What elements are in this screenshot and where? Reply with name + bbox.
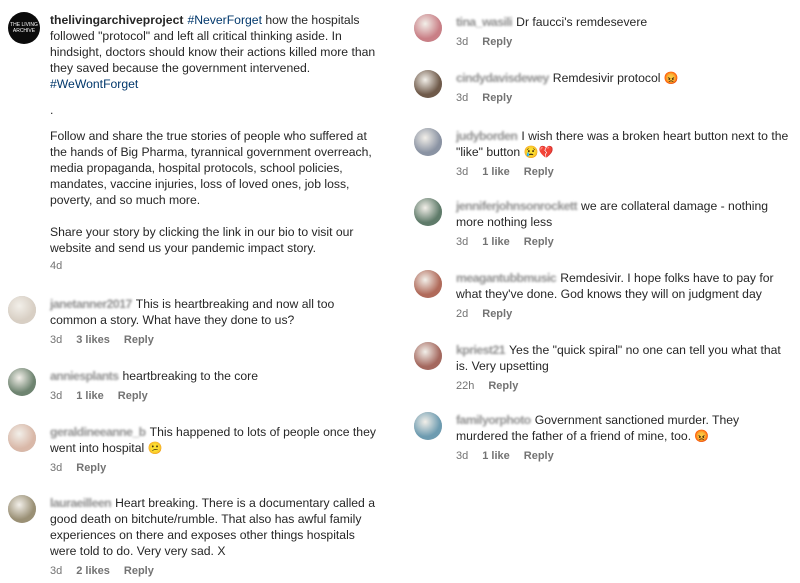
comment-likes[interactable]: 1 like	[76, 390, 104, 402]
comment-age: 3d	[456, 36, 469, 48]
commenter-avatar[interactable]	[414, 270, 442, 298]
comment-item	[414, 198, 792, 250]
commenter-avatar[interactable]	[8, 368, 36, 396]
comment-emoji: 😕	[144, 441, 163, 455]
comment-item	[414, 14, 792, 50]
comment-text	[456, 14, 792, 30]
comment-username[interactable]: kpriest21	[456, 343, 506, 357]
comment-body: heartbreaking to the core	[122, 369, 259, 383]
comment-meta	[456, 448, 792, 464]
comment-body: Heart breaking. There is a documentary called a good death on bitchute/rumble. That also has awful family experiences on there and exposes other things hospitals were told to do. Very very sad. X	[50, 496, 375, 558]
comment-meta	[456, 306, 792, 322]
comment-body: Government sanctioned murder. They murdered the father of a friend of mine, too.	[456, 413, 740, 443]
comment-meta	[50, 460, 380, 476]
comment-emoji: 😢💔	[520, 145, 554, 159]
comment-text	[456, 128, 792, 160]
comment-username[interactable]: cindydavisdewey	[456, 71, 549, 85]
comment-age: 3d	[50, 334, 63, 346]
comment-age: 22h	[456, 380, 475, 392]
hashtag-neverforget[interactable]: #NeverForget	[187, 13, 262, 27]
commenter-avatar[interactable]	[414, 14, 442, 42]
left-column	[8, 0, 392, 577]
commenter-avatar[interactable]	[414, 70, 442, 98]
post-age: 4d	[50, 260, 63, 272]
post-avatar[interactable]	[8, 12, 40, 44]
comment-item	[414, 70, 792, 106]
comment-item	[414, 412, 792, 464]
caption-paragraph-1	[50, 12, 380, 92]
comment-age: 2d	[456, 308, 469, 320]
comment-username[interactable]: jenniferjohnsonrockett	[456, 199, 578, 213]
comment-text	[456, 342, 792, 374]
comment-text	[50, 368, 380, 384]
comment-text	[50, 296, 380, 328]
reply-button[interactable]: Reply	[482, 92, 513, 104]
commenter-avatar[interactable]	[8, 495, 36, 523]
caption-dot: .	[50, 103, 54, 117]
commenter-avatar[interactable]	[414, 342, 442, 370]
comment-body: This happened to lots of people once they went into hospital	[50, 425, 376, 455]
comment-item	[8, 495, 380, 579]
reply-button[interactable]: Reply	[123, 565, 154, 577]
comment-meta	[456, 34, 792, 50]
reply-button[interactable]: Reply	[523, 450, 554, 462]
comment-text	[50, 424, 380, 456]
comment-body: This is heartbreaking and now all too common a story. What have they done to us?	[50, 297, 335, 327]
comment-likes[interactable]: 3 likes	[76, 334, 110, 346]
comment-likes[interactable]: 1 like	[482, 166, 510, 178]
post-username[interactable]: thelivingarchiveproject	[50, 13, 184, 27]
comment-meta	[456, 378, 792, 394]
comment-body: Dr faucci's remdesevere	[516, 15, 648, 29]
hashtag-wewontforget[interactable]: #WeWontForget	[50, 77, 139, 91]
comment-username[interactable]: lauraeilleen	[50, 496, 112, 510]
comment-likes[interactable]: 1 like	[482, 236, 510, 248]
comment-meta	[456, 234, 792, 250]
comment-likes[interactable]: 1 like	[482, 450, 510, 462]
post-avatar-text: THE LIVING ARCHIVE	[10, 22, 38, 34]
comment-username[interactable]: judyborden	[456, 129, 518, 143]
comment-username[interactable]: meagantubbmusic	[456, 271, 557, 285]
comment-age: 3d	[50, 390, 63, 402]
commenter-avatar[interactable]	[414, 198, 442, 226]
comment-meta	[456, 90, 792, 106]
commenter-avatar[interactable]	[414, 412, 442, 440]
reply-button[interactable]: Reply	[117, 390, 148, 402]
comment-meta	[456, 164, 792, 180]
comment-age: 3d	[50, 462, 63, 474]
comment-username[interactable]: janetanner2017	[50, 297, 132, 311]
post-caption	[8, 0, 392, 274]
reply-button[interactable]: Reply	[76, 462, 107, 474]
comment-age: 3d	[456, 450, 469, 462]
comment-emoji: 😡	[691, 429, 710, 443]
comment-likes[interactable]: 2 likes	[76, 565, 110, 577]
comment-body: Remdesivir protocol	[552, 71, 661, 85]
comment-username[interactable]: tina_wasili	[456, 15, 513, 29]
caption-text-1: how the hospitals followed "protocol" and left all critical thinking aside. In hindsight, doctors should know their actions killed more than they saved because the government intervened.	[50, 13, 379, 75]
commenter-avatar[interactable]	[414, 128, 442, 156]
comment-item	[414, 270, 792, 322]
reply-button[interactable]: Reply	[523, 166, 554, 178]
comment-body: we are collateral damage - nothing more nothing less	[456, 199, 769, 229]
reply-button[interactable]: Reply	[523, 236, 554, 248]
comment-item	[8, 424, 380, 476]
reply-button[interactable]: Reply	[482, 36, 513, 48]
comment-age: 3d	[456, 236, 469, 248]
comment-age: 3d	[50, 565, 63, 577]
reply-button[interactable]: Reply	[488, 380, 519, 392]
reply-button[interactable]: Reply	[482, 308, 513, 320]
comment-text	[456, 198, 792, 230]
comment-item	[414, 128, 792, 180]
comment-text	[456, 70, 792, 86]
comment-text	[50, 495, 380, 559]
comment-age: 3d	[456, 92, 469, 104]
comment-body: I wish there was a broken heart button next to the "like" button	[456, 129, 789, 159]
comment-body: Remdesivir. I hope folks have to pay for what they've done. God knows they will on judgment day	[456, 271, 774, 301]
comment-item	[414, 342, 792, 394]
comment-text	[456, 412, 792, 444]
comment-text	[456, 270, 792, 302]
comment-item	[8, 296, 380, 348]
reply-button[interactable]: Reply	[123, 334, 154, 346]
comment-item	[8, 368, 380, 404]
comment-body: Yes the "quick spiral" no one can tell you what that is. Very upsetting	[456, 343, 781, 373]
comment-age: 3d	[456, 166, 469, 178]
comment-meta	[50, 563, 380, 579]
comment-username[interactable]: geraldineeanne_b	[50, 425, 146, 439]
comment-meta	[50, 388, 380, 404]
commenter-avatar[interactable]	[8, 296, 36, 324]
comment-username[interactable]: anniesplants	[50, 369, 119, 383]
comment-username[interactable]: familyorphoto	[456, 413, 531, 427]
caption-paragraph-3: Share your story by clicking the link in our bio to visit our website and send us your pandemic impact story.	[50, 225, 357, 255]
caption-paragraph-2: Follow and share the true stories of people who suffered at the hands of Big Pharma, tyrannical government overreach, media propaganda, hospital protocols, school policies, mandates, vaccine injuries, loss of loved ones, job loss, poverty, and so much more.	[50, 129, 376, 207]
commenter-avatar[interactable]	[8, 424, 36, 452]
comment-emoji: 😡	[660, 71, 679, 85]
comment-meta	[50, 332, 380, 348]
